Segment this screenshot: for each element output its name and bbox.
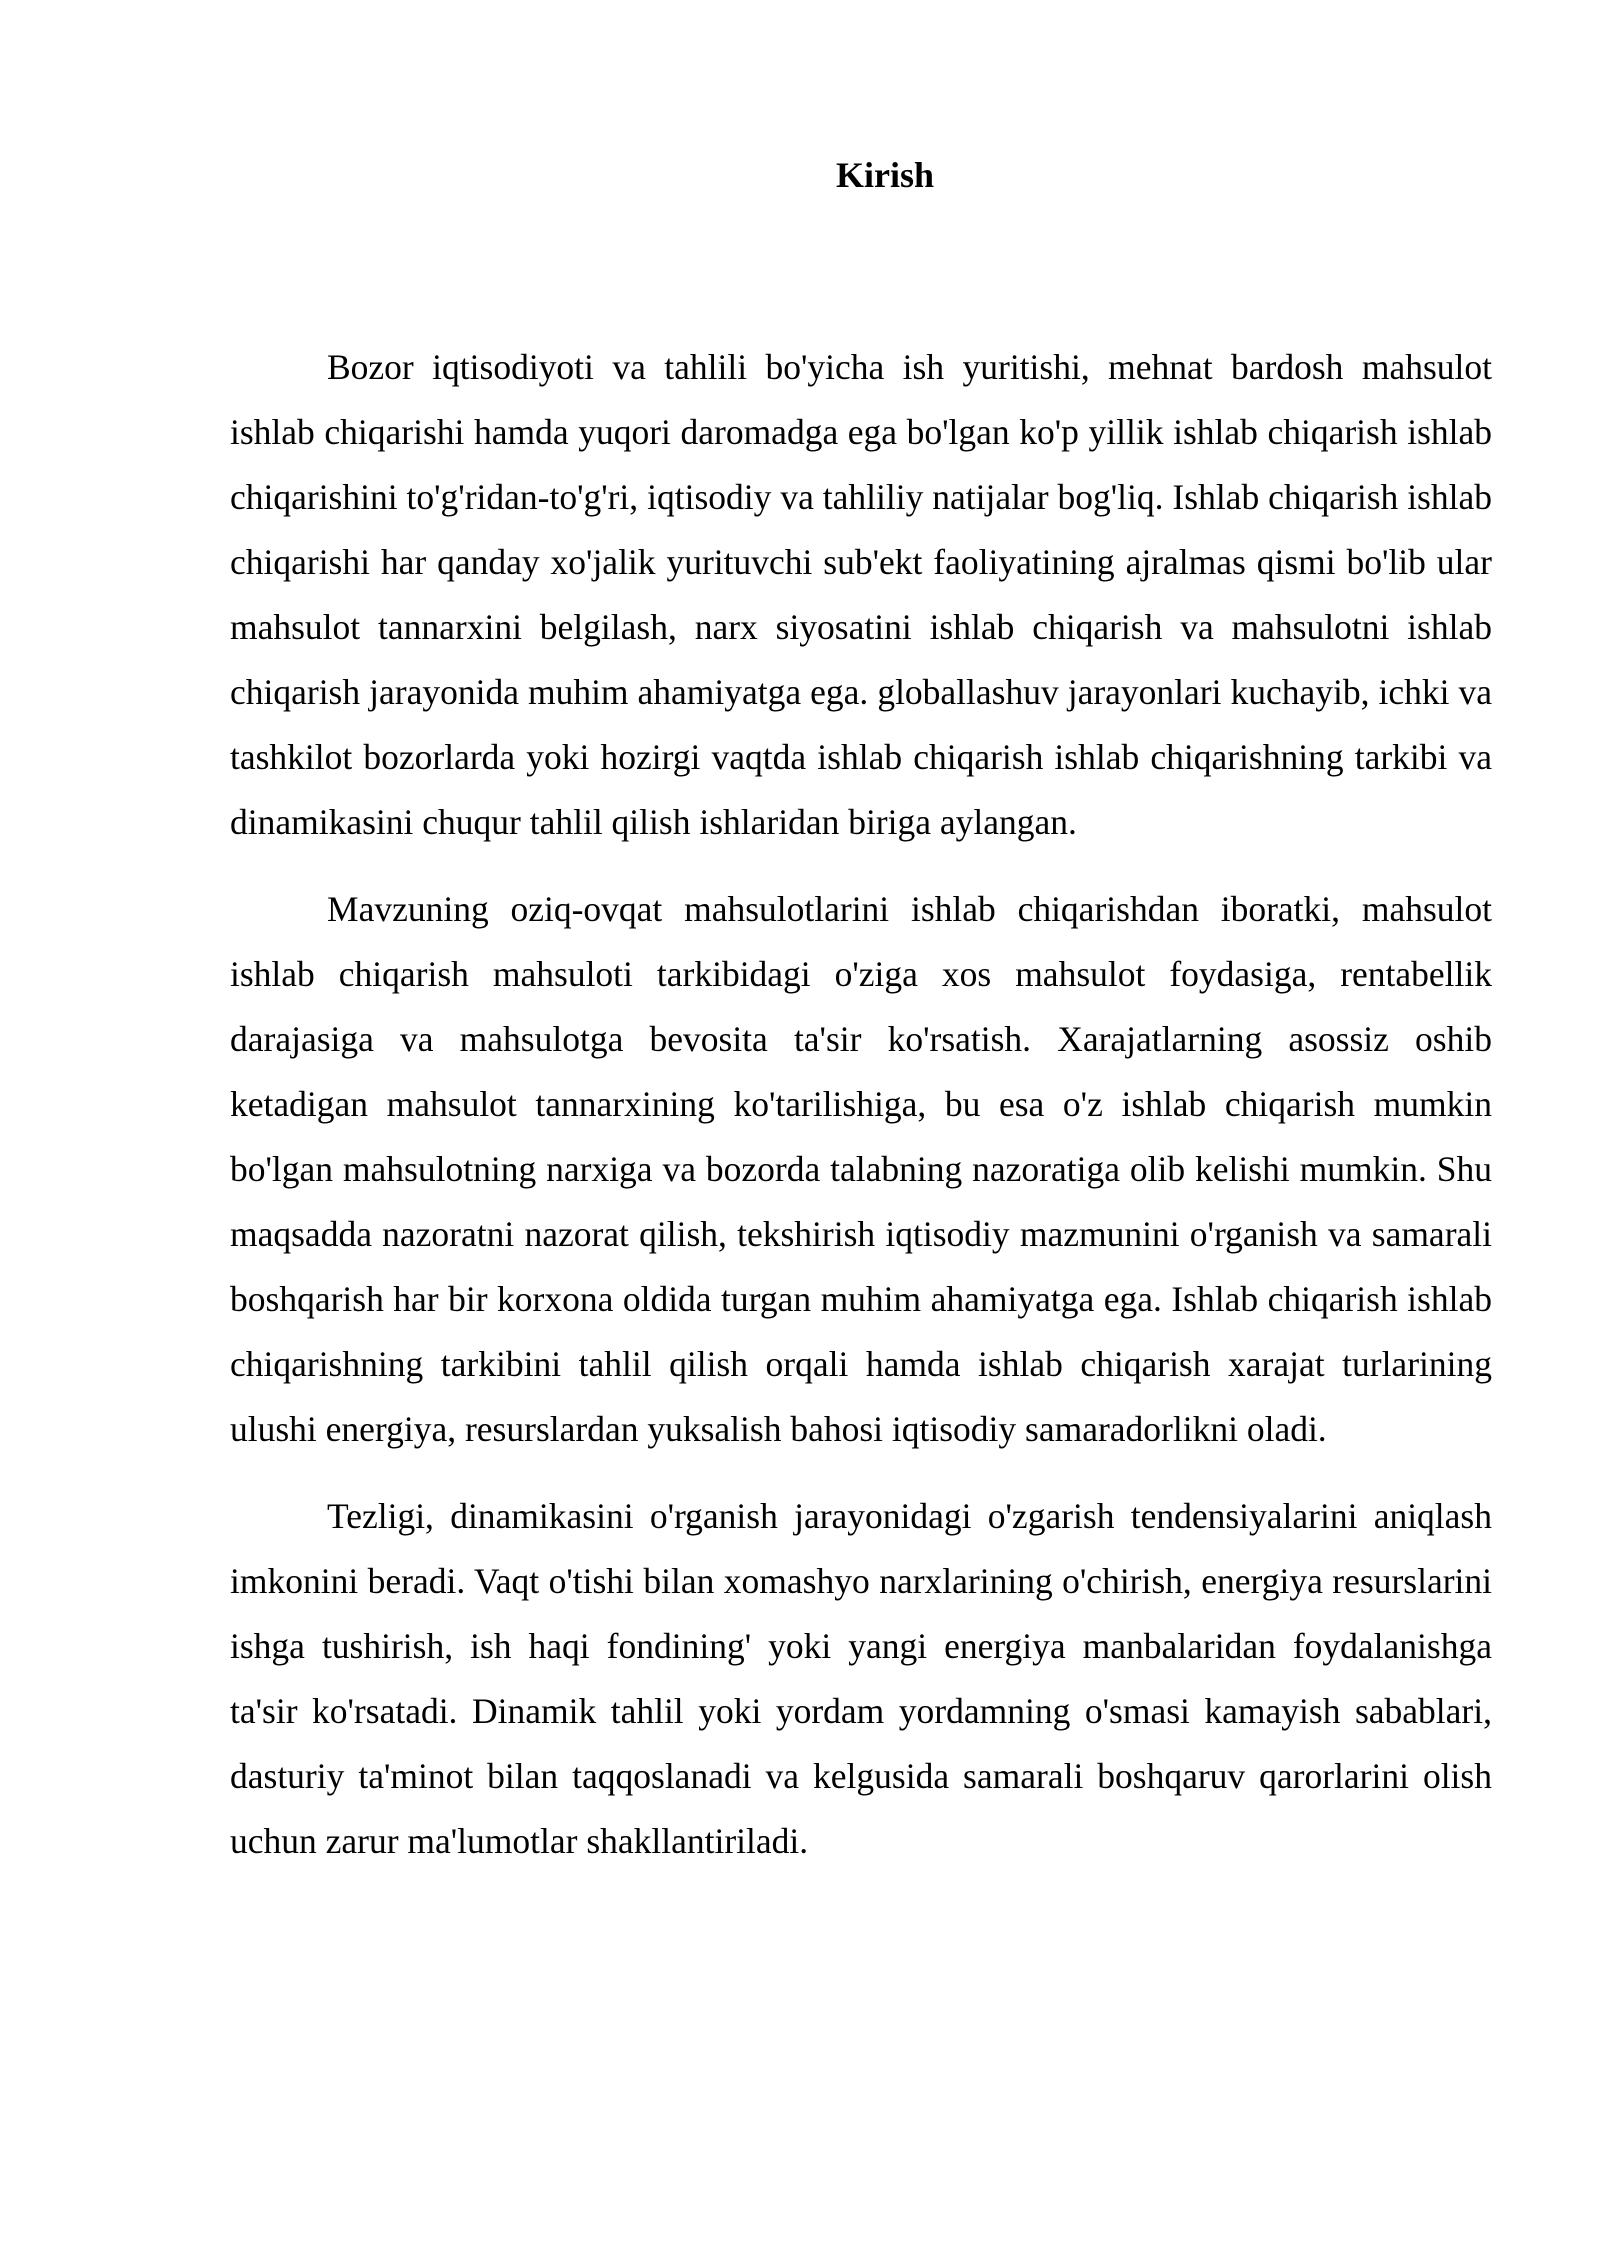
paragraph-2: Mavzuning oziq-ovqat mahsulotlarini ishlab chiqarishdan iboratki, mahsulot ishlab chiqarish mahsuloti tarkibidagi o'ziga xos mahsulot foydasiga, rentabellik darajasiga va mahsulotga bevosita ta'sir ko'rsatish. Xarajatlarning asossiz oshib ketadigan mahsulot tannarxining ko'tarilishiga, bu esa o'z ishlab chiqarish mumkin bo'lgan mahsulotning narxiga va bozorda talabning nazoratiga olib kelishi mumkin. Shu maqsadda nazoratni nazorat qilish, tekshirish iqtisodiy mazmunini o'rganish va samarali boshqarish har bir korxona oldida turgan muhim ahamiyatga ega. Ishlab chiqarish ishlab chiqarishning tarkibini tahlil qilish orqali hamda ishlab chiqarish xarajat turlarining ulushi energiya, resurslardan yuksalish bahosi iqtisodiy samaradorlikni oladi. [230,889,1492,1449]
paragraph-1: Bozor iqtisodiyoti va tahlili bo'yicha ish yuritishi, mehnat bardosh mahsulot ishlab chiqarishi hamda yuqori daromadga ega bo'lgan ko'p yillik ishlab chiqarish ishlab chiqarishini to'g'ridan-to'g'ri, iqtisodiy va tahliliy natijalar bog'liq. Ishlab chiqarish ishlab chiqarishi har qanday xo'jalik yurituvchi sub'ekt faoliyatining ajralmas qismi bo'lib ular mahsulot tannarxini belgilash, narx siyosatini ishlab chiqarish va mahsulotni ishlab chiqarish jarayonida muhim ahamiyatga ega. globallashuv jarayonlari kuchayib, ichki va tashkilot bozorlarda yoki hozirgi vaqtda ishlab chiqarish ishlab chiqarishning tarkibi va dinamikasini chuqur tahlil qilish ishlaridan biriga aylangan. [230,347,1492,842]
page-title: Kirish [835,155,934,195]
paragraph-3: Tezligi, dinamikasini o'rganish jarayonidagi o'zgarish tendensiyalarini aniqlash imkonini beradi. Vaqt o'tishi bilan xomashyo narxlarining o'chirish, energiya resurslarini ishga tushirish, ish haqi fondining' yoki yangi energiya manbalaridan foydalanishga ta'sir ko'rsatadi. Dinamik tahlil yoki yordam yordamning o'smasi kamayish sabablari, dasturiy ta'minot bilan taqqoslanadi va kelgusida samarali boshqaruv qarorlarini olish uchun zarur ma'lumotlar shakllantiriladi. [230,1496,1492,1861]
document-body [230,335,1492,1896]
